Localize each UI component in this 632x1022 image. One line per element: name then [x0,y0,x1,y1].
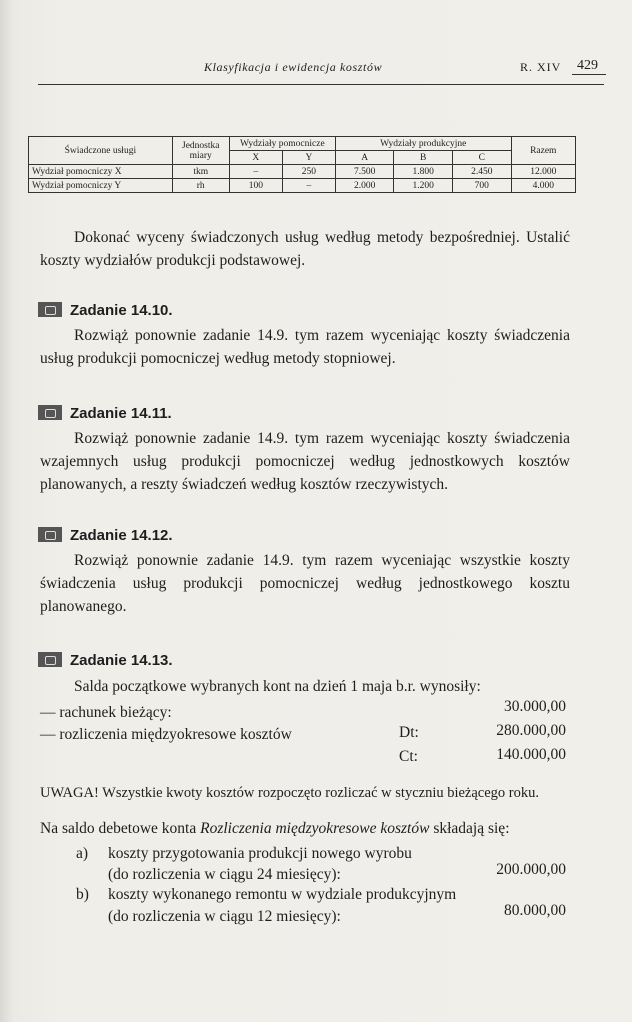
list-item-a-line2: (do rozliczenia w ciągu 24 miesięcy): [108,866,341,883]
col-header-b: B [394,151,453,165]
table-cell: – [229,165,282,179]
col-header-total: Razem [511,137,575,165]
table-cell: rh [172,179,229,193]
table-row [29,179,576,193]
task-label: Zadanie 14.10. [70,302,173,319]
table-cell: Wydział pomocniczy Y [29,179,173,193]
task-marker-icon [38,405,62,420]
table-cell: – [282,179,335,193]
table-header-row [29,137,576,151]
col-header-a: A [335,151,394,165]
task-label: Zadanie 14.13. [70,652,173,669]
table-cell: tkm [172,165,229,179]
task-text-14-11: Rozwiąż ponownie zadanie 14.9. tym razem wyceniając koszty świadczenia wzajemnych usług produkcji pomocniczej według jednostkowych kosztów planowanych, a reszty świadczeń według kosztów rzeczywistych. [40,430,570,493]
account-name: Rozliczenia międzyokresowe kosztów [200,820,430,837]
task-heading-14-10 [38,302,173,324]
balance-item-current-account: — rachunek bieżący: [40,704,172,721]
debit-value: 280.000,00 [496,722,566,739]
table-row [29,165,576,179]
task-heading-14-13 [38,652,173,674]
intro-text: Na saldo debetowe konta [40,820,201,837]
balance-value-current-account: 30.000,00 [504,698,566,715]
credit-label: Ct: [399,748,418,765]
table-cell: 7.500 [335,165,394,179]
list-marker-a: a) [76,845,89,862]
col-header-y: Y [282,151,335,165]
list-marker-b: b) [76,886,89,903]
instruction-paragraph: Dokonać wyceny świadczonych usług według metody bezpośredniej. Ustalić koszty wydziałów produkcji podstawowej. [40,229,570,269]
page-number: 429 [577,58,598,73]
debit-composition-intro [40,818,510,840]
task-marker-icon [38,652,62,667]
list-item-b-value: 80.000,00 [504,902,566,919]
table-cell: 12.000 [511,165,575,179]
col-header-c: C [452,151,511,165]
task-marker-icon [38,527,62,542]
page-number-rule [572,74,606,75]
table-cell: 1.200 [394,179,453,193]
running-header [40,58,600,80]
col-header-x: X [229,151,282,165]
credit-value: 140.000,00 [496,746,566,763]
col-header-unit: Jednostka miary [172,137,229,165]
table-cell: 700 [452,179,511,193]
intro-text-end: składają się: [429,820,510,837]
col-header-production: Wydziały produkcyjne [335,137,511,151]
task-marker-icon [38,302,62,317]
table-cell: Wydział pomocniczy X [29,165,173,179]
balance-item-prepayments: — rozliczenia międzyokresowe kosztów [40,726,292,743]
header-title: Klasyfikacja i ewidencja kosztów [204,60,383,74]
table-cell: 250 [282,165,335,179]
list-item-a-value: 200.000,00 [496,861,566,878]
table-cell: 2.000 [335,179,394,193]
table-cell: 4.000 [511,179,575,193]
list-item-b-line2: (do rozliczenia w ciągu 12 miesięcy): [108,908,341,925]
table-cell: 2.450 [452,165,511,179]
table-cell: 1.800 [394,165,453,179]
debit-label: Dt: [399,724,419,741]
list-item-a-line1: koszty przygotowania produkcji nowego wyrobu [108,845,412,862]
task-text-14-12: Rozwiąż ponownie zadanie 14.9. tym razem wyceniając wszystkie koszty świadczenia usług produkcji pomocniczej według jednostkowego kosztu planowanego. [40,552,570,615]
col-header-services: Świadczone usługi [29,137,173,165]
col-header-auxiliary: Wydziały pomocnicze [229,137,335,151]
table-cell: 100 [229,179,282,193]
balances-intro: Salda początkowe wybranych kont na dzień 1 maja b.r. wynosiły: [74,678,481,695]
services-table [28,136,576,193]
list-item-b-line1: koszty wykonanego remontu w wydziale produkcyjnym [108,886,457,903]
note-paragraph: UWAGA! Wszystkie kwoty kosztów rozpoczęto rozliczać w styczniu bieżącego roku. [40,785,540,801]
task-label: Zadanie 14.11. [70,405,172,422]
header-chapter: R. XIV [520,60,562,74]
task-text-14-10: Rozwiąż ponownie zadanie 14.9. tym razem wyceniając koszty świadczenia usług produkcji pomocniczej według metody stopniowej. [40,327,570,367]
task-heading-14-12 [38,527,173,549]
header-rule [38,84,604,85]
task-heading-14-11 [38,405,172,427]
task-label: Zadanie 14.12. [70,527,173,544]
